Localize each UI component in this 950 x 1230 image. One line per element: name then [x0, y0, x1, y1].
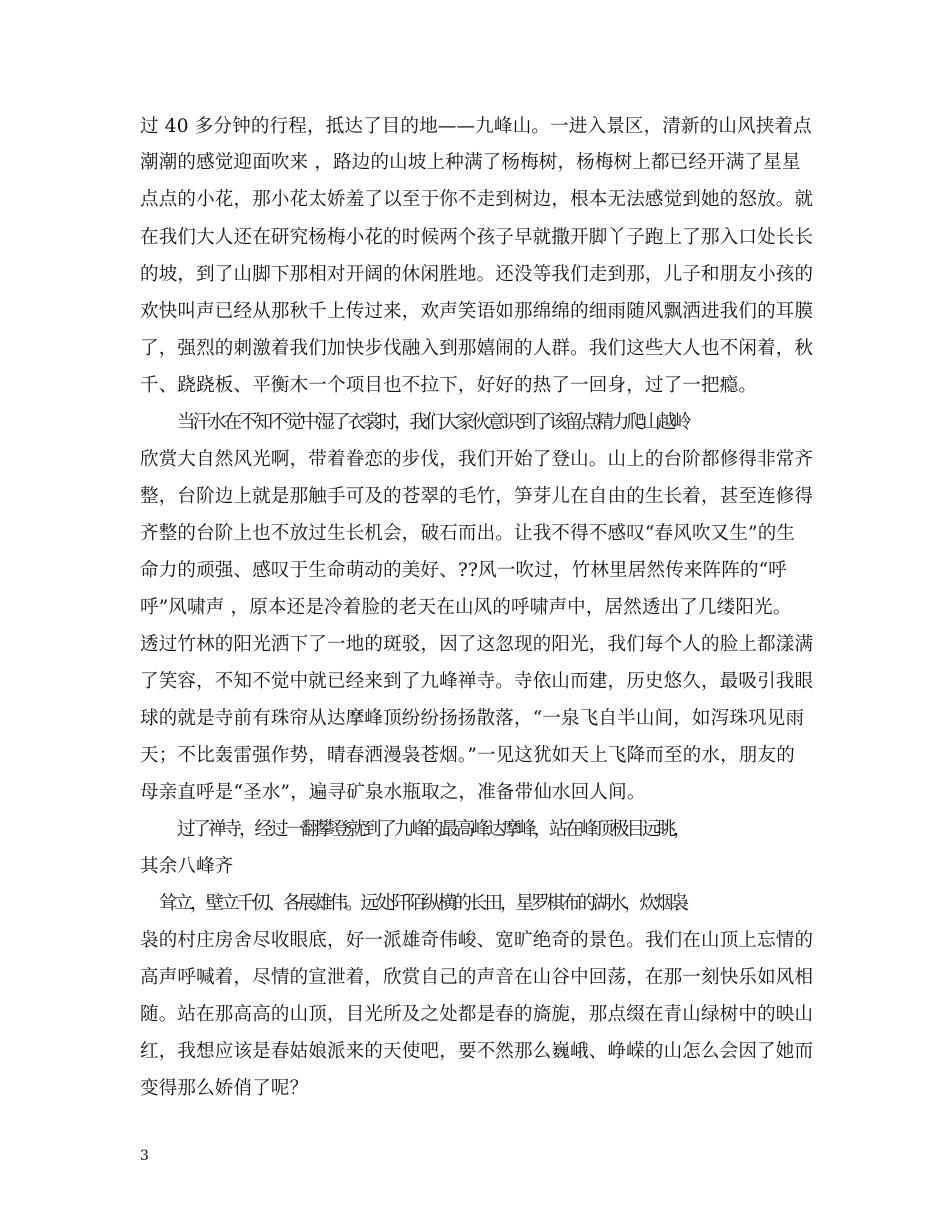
- text-line: 透过竹林的阳光洒下了一地的斑驳，因了这忽现的阳光，我们每个人的脸上都漾满: [140, 634, 814, 655]
- text-line: 天；不比轰雷强作势，晴春洒漫袅苍烟。”一见这犹如天上飞降而至的水，朋友的: [140, 745, 795, 766]
- text-line: 球的就是寺前有珠帘从达摩峰顶纷纷扬扬散落，“一泉飞自半山间，如泻珠巩见雨: [140, 708, 805, 729]
- text-line: 齐整的台阶上也不放过生长机会，破石而出。让我不得不感叹“春风吹又生”的生: [140, 523, 796, 544]
- paragraph-first-line: 耸立，壁立千仞、各展雄伟。远处阡陌纵横的长田，星罗棋布的湖水，炊烟袅: [159, 893, 687, 914]
- page-number: 3: [140, 1148, 149, 1164]
- text-line: 母亲直呼是“圣水”，遍寻矿泉水瓶取之，准备带仙水回人间。: [140, 782, 646, 803]
- text-line: 千、跷跷板、平衡木一个项目也不拉下，好好的热了一回身，过了一把瘾。: [140, 375, 758, 396]
- text-line: 其余八峰齐: [140, 856, 234, 877]
- text-line: 潮潮的感觉迎面吹来 ，路边的山坡上种满了杨梅树，杨梅树上都已经开满了星星: [140, 152, 801, 173]
- text-line: 呼”风啸声 ，原本还是冷着脸的老天在山风的呼啸声中，居然透出了几缕阳光。: [140, 597, 792, 618]
- text-line: 随。站在那高高的山顶，目光所及之处都是春的旖旎，那点缀在青山绿树中的映山: [140, 1004, 814, 1025]
- text-line: 在我们大人还在研究杨梅小花的时候两个孩子早就撒开脚丫子跑上了那入口处长长: [140, 227, 814, 248]
- text-line: 命力的顽强、感叹于生命萌动的美好、??风一吹过，竹林里居然传来阵阵的“呼: [140, 560, 787, 581]
- text-line: 欣赏大自然风光啊，带着眷恋的步伐，我们开始了登山。山上的台阶都修得非常齐: [140, 449, 814, 470]
- text-line: 的坡，到了山脚下那相对开阔的休闲胜地。还没等我们走到那，儿子和朋友小孩的: [140, 264, 814, 285]
- text-line: 过 40 多分钟的行程，抵达了目的地——九峰山。一进入景区，清新的山风挟着点: [140, 116, 812, 137]
- text-line: 了笑容，不知不觉中就已经来到了九峰禅寺。寺依山而建，历史悠久，最吸引我眼: [140, 671, 814, 692]
- text-line: 欢快叫声已经从那秋千上传过来，欢声笑语如那绵绵的细雨随风飘洒进我们的耳膜: [140, 301, 814, 322]
- text-line: 点点的小花，那小花太娇羞了以至于你不走到树边，根本无法感觉到她的怒放。就: [140, 189, 814, 210]
- text-line: 了，强烈的刺激着我们加快步伐融入到那嬉闹的人群。我们这些大人也不闲着，秋: [140, 338, 814, 359]
- text-line: 整，台阶边上就是那触手可及的苍翠的毛竹，笋芽儿在自由的生长着，甚至连修得: [140, 486, 814, 507]
- text-line: 袅的村庄房舍尽收眼底，好一派雄奇伟峻、宽旷绝奇的景色。我们在山顶上忘情的: [140, 930, 814, 951]
- paragraph-first-line: 当汗水在不知不觉中湿了衣裳时，我们大家伙意识到了该留点精力爬山越岭: [177, 412, 689, 433]
- text-line: 变得那么娇俏了呢？: [140, 1078, 309, 1099]
- paragraph-first-line: 过了禅寺，经过一翻攀登就到了九峰的最高峰达摩峰，站在峰顶极目远眺，: [177, 819, 689, 840]
- text-line: 红，我想应该是春姑娘派来的天使吧，要不然那么巍峨、峥嵘的山怎么会因了她而: [140, 1041, 814, 1062]
- text-line: 高声呼喊着，尽情的宣泄着，欣赏自己的声音在山谷中回荡，在那一刻快乐如风相: [140, 967, 814, 988]
